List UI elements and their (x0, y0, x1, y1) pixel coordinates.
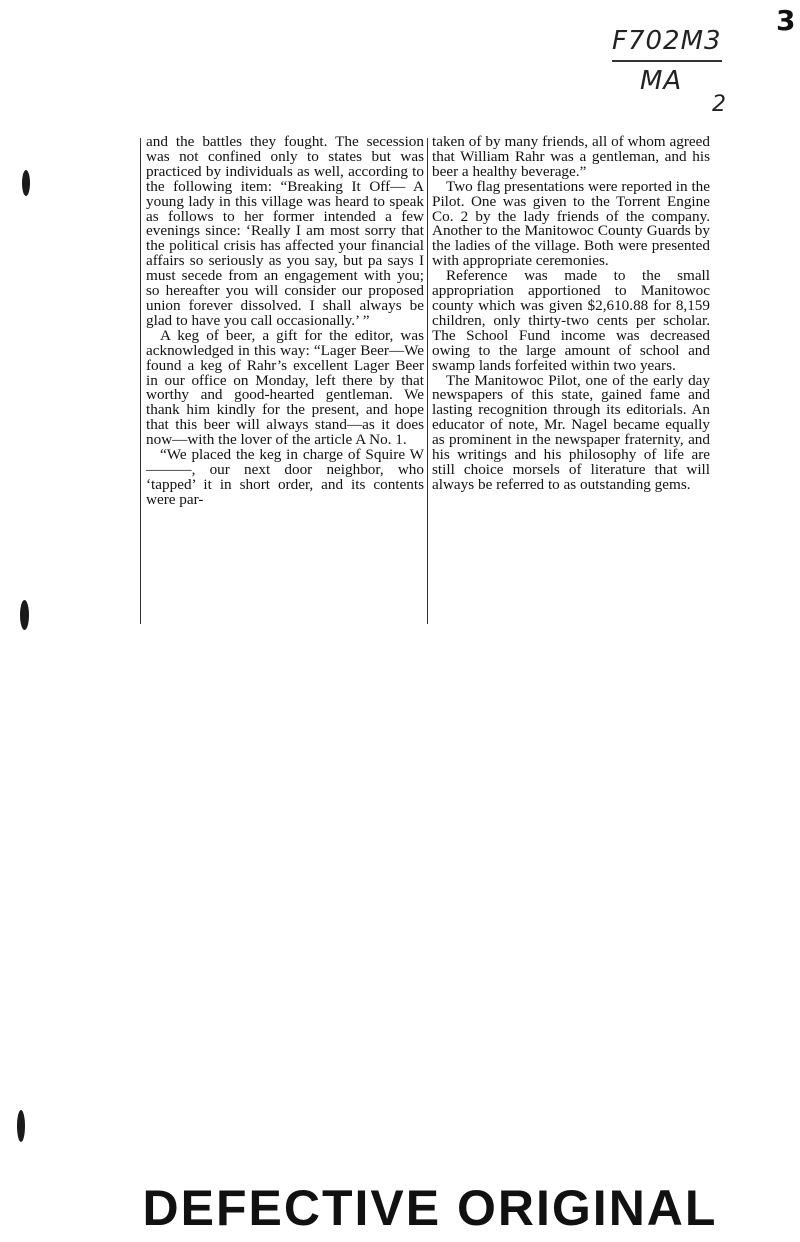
article-column-right (432, 135, 710, 493)
paragraph: “We placed the keg in charge of Squire W———, our next door neighbor, who ‘tapped’ it in short order, and its contents were par- (146, 446, 424, 508)
column-rule-left (140, 138, 141, 624)
handwritten-code: F702M3 (612, 26, 722, 56)
paragraph: A keg of beer, a gift for the editor, was acknowledged in this way: “Lager Beer—We found a keg of Rahr’s excellent Lager Beer in our office on Monday, left there by that worthy and good-hearted gentleman. We thank him kindly for the present, and hope that this beer will always stand—as it does now—with the lover of the article A No. 1. (146, 326, 424, 449)
handwritten-mark: 2 (712, 92, 727, 117)
article-column-left (146, 135, 424, 508)
paragraph: and the battles they fought. The secession was not confined only to states but was practiced by individuals as well, according to the following item: “Breaking It Off— A young lady in this village was heard to speak as follows to her former intended a few evenings since: ‘Really I am most sorry that the political crisis has affected your financial affairs so seriously as you say, but pa says I must secede from an engagement with you; so hereafter you will consider our proposed union forever dissolved. I shall always be glad to have you call occasionally.’ ” (146, 133, 424, 329)
column-divider (427, 138, 428, 624)
paragraph: The Manitowoc Pilot, one of the early day newspapers of this state, gained fame and lasting recognition through its editorials. An educator of note, Mr. Nagel became equally as prominent in the newspaper fraternity, and his writings and his philosophy of life are still choice morsels of literature that will always be referred to as outstanding gems. (432, 371, 710, 493)
binding-hole-mark (20, 600, 29, 630)
handwritten-underline (612, 60, 722, 62)
binding-hole-mark (22, 170, 30, 196)
paragraph: taken of by many friends, all of whom agreed that William Rahr was a gentleman, and his beer a healthy beverage.” (432, 133, 710, 180)
paragraph: Two flag presentations were reported in the Pilot. One was given to the Torrent Engine Co. 2 by the lady friends of the company. Another to the Manitowoc County Guards by the ladies of the village. Both were presented with appropriate ceremonies. (432, 177, 710, 270)
handwritten-initials: MA (640, 66, 683, 96)
binding-hole-mark (17, 1110, 25, 1142)
paragraph: Reference was made to the small appropriation apportioned to Manitowoc county which was given $2,610.88 for 8,159 children, only thirty-two cents per scholar. The School Fund income was decreased owing to the large amount of school and swamp lands forfeited within two years. (432, 267, 710, 374)
defective-original-stamp: DEFECTIVE ORIGINAL (142, 1180, 718, 1236)
page-number: 3 (776, 4, 797, 37)
